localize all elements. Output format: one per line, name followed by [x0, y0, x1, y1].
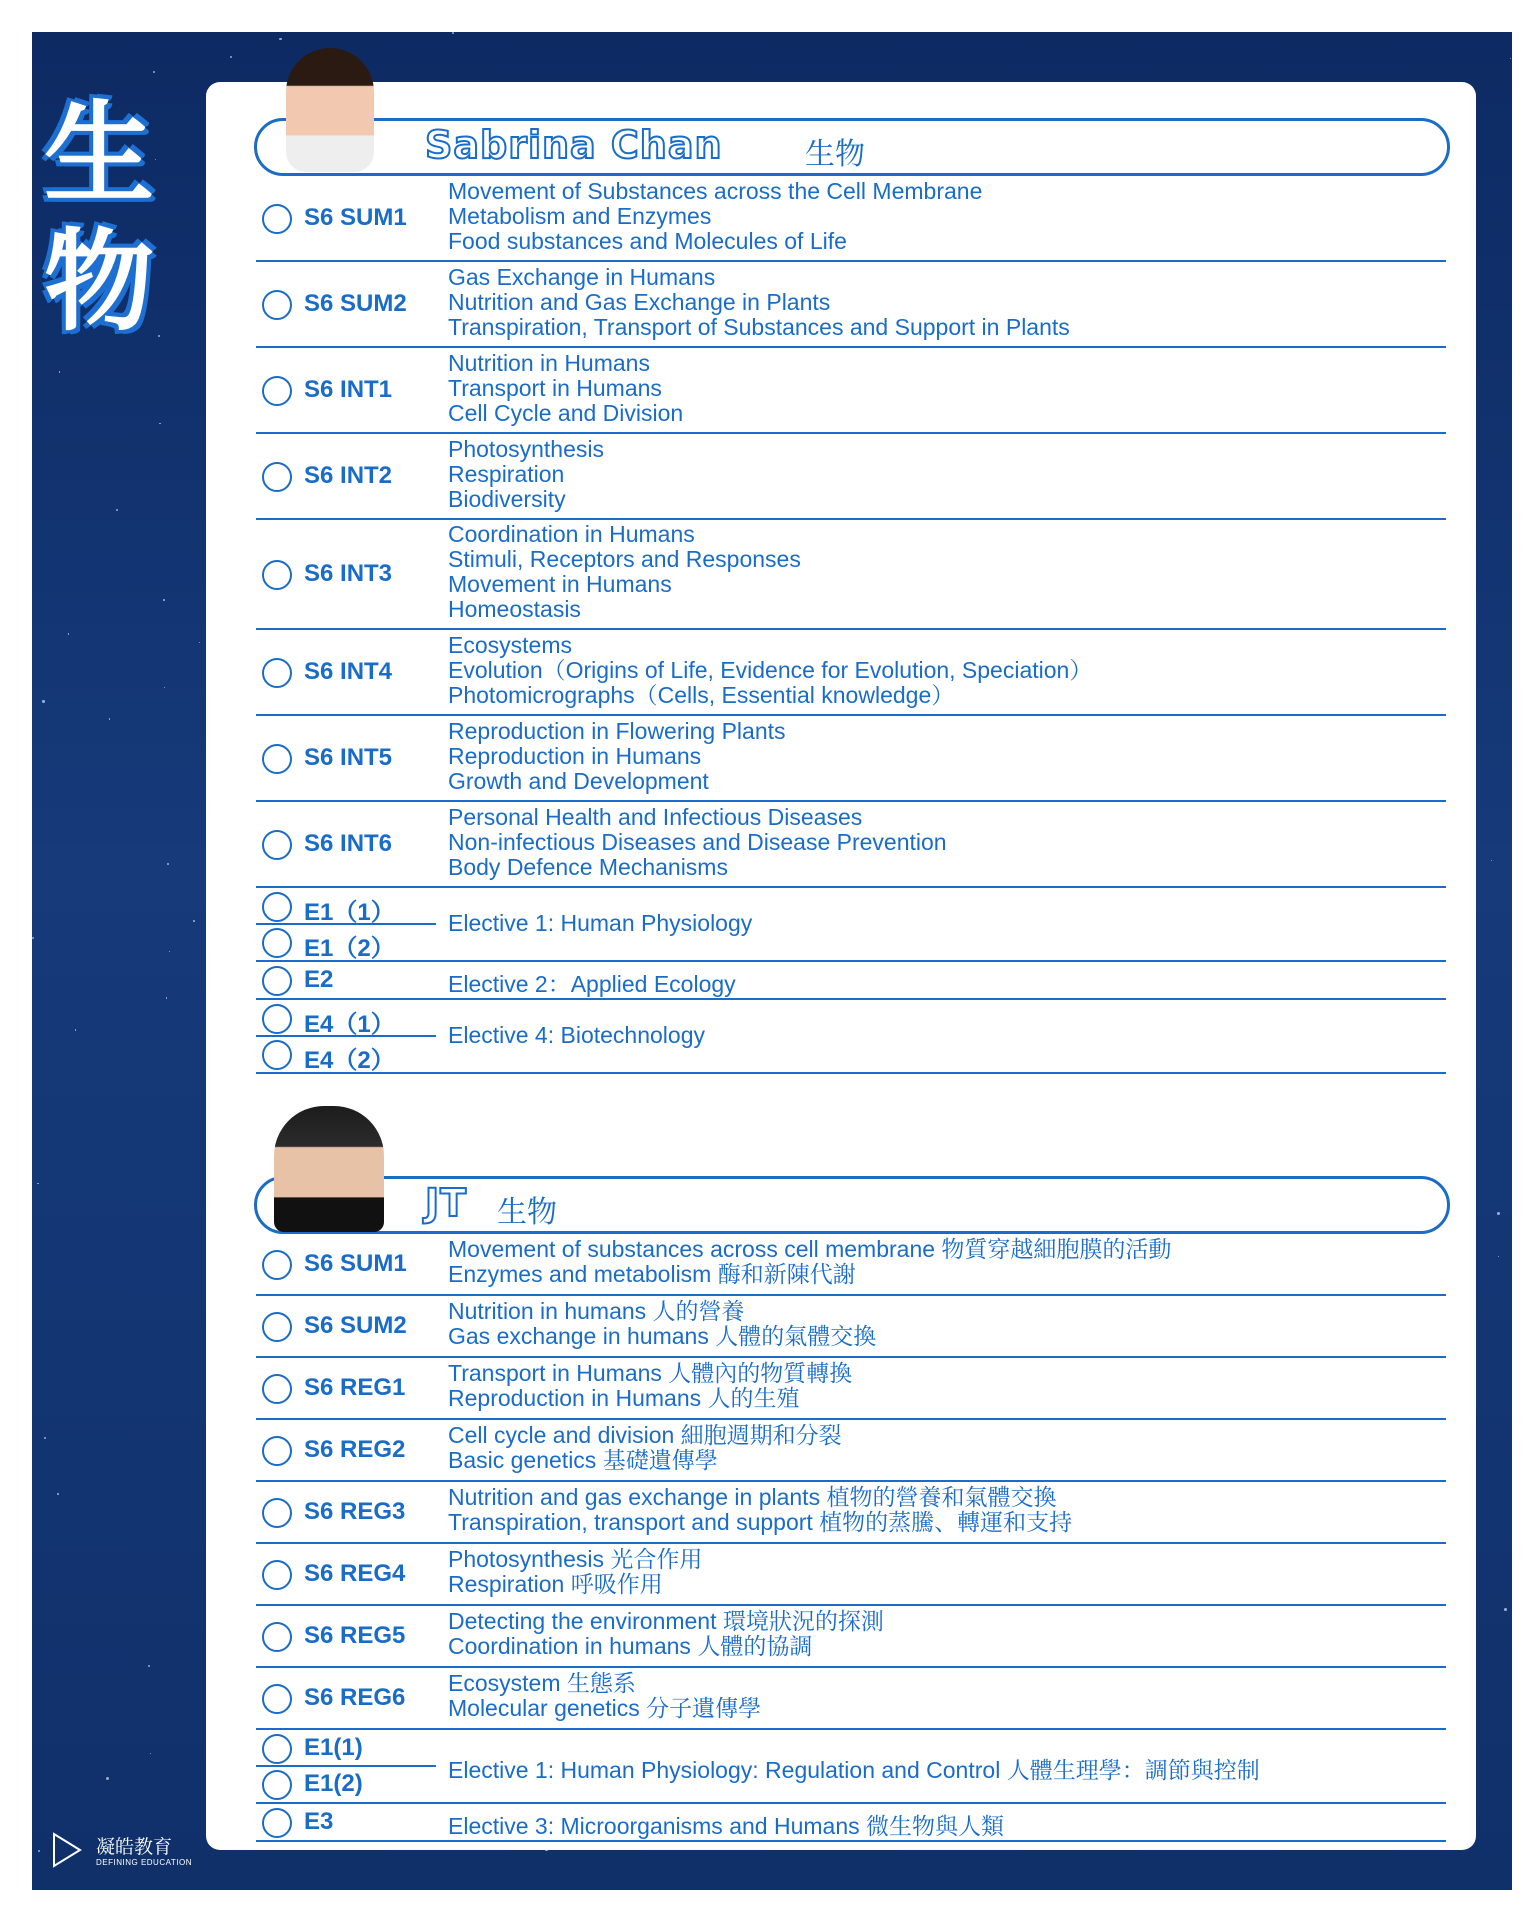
logo-tagline: DEFINING EDUCATION	[96, 1858, 192, 1867]
subject-title: 生物	[44, 90, 154, 346]
elective-code: E4（1）	[304, 1011, 395, 1038]
star	[150, 1753, 151, 1754]
course-topics	[448, 805, 947, 880]
subject-tag: 生物	[805, 137, 865, 172]
elective-row	[256, 1804, 1446, 1842]
course-row	[256, 1358, 1446, 1420]
topic-line: Detecting the environment 環境狀況的探測	[448, 1608, 884, 1634]
course-code: S6 REG5	[304, 1622, 406, 1649]
topic-line: Ecosystem 生態系	[448, 1670, 636, 1696]
star	[153, 71, 155, 73]
course-topics	[448, 351, 683, 426]
star	[169, 951, 170, 952]
elective-title: Elective 2：Applied Ecology	[448, 971, 736, 997]
topic-line: Reproduction in Flowering Plants	[448, 717, 786, 744]
logo-name: 凝皓教育	[96, 1836, 173, 1858]
tutor-header-jt	[254, 1176, 1450, 1234]
course-radio[interactable]	[262, 1622, 292, 1652]
elective-title: Elective 4: Biotechnology	[448, 1022, 705, 1048]
topic-line: Transport in Humans	[448, 374, 662, 401]
topic-line: Gas exchange in humans 人體的氣體交換	[448, 1323, 877, 1349]
topic-line: Transpiration, transport and support 植物的蒸騰、轉運和支持	[448, 1509, 1073, 1535]
course-row	[256, 630, 1446, 716]
topic-line: Nutrition and gas exchange in plants 植物的營養和氣體交換	[448, 1484, 1057, 1510]
star	[116, 509, 118, 511]
tutor-avatar-sabrina	[286, 48, 374, 172]
topic-line: Non-infectious Diseases and Disease Prevention	[448, 828, 947, 855]
elective-radio[interactable]	[262, 1734, 292, 1764]
topic-line: Movement of Substances across the Cell Membrane	[448, 177, 983, 204]
course-row	[256, 176, 1446, 262]
topic-line: Photosynthesis	[448, 435, 604, 462]
elective-radio[interactable]	[262, 892, 292, 922]
course-topics	[448, 437, 604, 512]
elective-code: E1（1）	[304, 899, 395, 926]
course-row	[256, 802, 1446, 888]
topic-line: Coordination in Humans	[448, 521, 695, 547]
course-radio[interactable]	[262, 1250, 292, 1280]
course-row	[256, 262, 1446, 348]
tutor-header-sabrina	[254, 118, 1450, 176]
topic-line: Evolution（Origins of Life, Evidence for Evolution, Speciation）	[448, 656, 1093, 683]
course-radio[interactable]	[262, 1436, 292, 1466]
elective-title: Elective 1: Human Physiology: Regulation and Control 人體生理學：調節與控制	[448, 1757, 1260, 1783]
elective-code: E1(2)	[304, 1770, 363, 1797]
course-code: S6 REG2	[304, 1436, 406, 1463]
course-code: S6 SUM1	[304, 1250, 407, 1277]
course-topics	[448, 1547, 702, 1597]
star	[279, 38, 282, 41]
topic-line: Metabolism and Enzymes	[448, 202, 712, 229]
subject-tag: 生物	[497, 1195, 557, 1230]
star	[75, 1029, 77, 1031]
elective-title: Elective 3: Microorganisms and Humans 微生物與人類	[448, 1813, 1004, 1839]
course-row	[256, 1296, 1446, 1358]
elective-radio[interactable]	[262, 966, 292, 996]
elective-code: E3	[304, 1808, 334, 1835]
course-radio[interactable]	[262, 1560, 292, 1590]
course-code: S6 REG4	[304, 1560, 406, 1587]
topic-line: Photomicrographs（Cells, Essential knowledge）	[448, 681, 955, 708]
star	[167, 863, 169, 865]
elective-code: E4（2）	[304, 1047, 395, 1074]
elective-radio[interactable]	[262, 1040, 292, 1070]
course-row	[256, 1234, 1446, 1296]
course-radio[interactable]	[262, 290, 292, 320]
course-row	[256, 1606, 1446, 1668]
course-topics	[448, 719, 786, 794]
star	[164, 687, 165, 688]
course-radio[interactable]	[262, 830, 292, 860]
tutor-name: JT	[425, 1181, 468, 1225]
star	[106, 1777, 109, 1780]
course-radio[interactable]	[262, 560, 292, 590]
topic-line: Molecular genetics 分子遺傳學	[448, 1695, 762, 1721]
star	[193, 920, 195, 922]
elective-sub-divider	[256, 1035, 436, 1037]
topic-line: Coordination in humans 人體的協調	[448, 1633, 813, 1659]
course-code: S6 INT1	[304, 376, 393, 403]
course-row	[256, 1544, 1446, 1606]
logo-icon	[50, 1830, 90, 1870]
topic-line: Cell cycle and division 細胞週期和分裂	[448, 1422, 842, 1448]
star	[1510, 58, 1511, 59]
course-topics	[448, 1423, 842, 1473]
course-code: S6 REG1	[304, 1374, 406, 1401]
star	[32, 937, 34, 939]
star	[159, 423, 160, 424]
elective-code: E1(1)	[304, 1734, 363, 1761]
topic-line: Nutrition in Humans	[448, 349, 650, 376]
course-topics	[448, 522, 801, 622]
star	[452, 32, 454, 34]
topic-line: Enzymes and metabolism 酶和新陳代謝	[448, 1261, 856, 1287]
course-row	[256, 1420, 1446, 1482]
course-topics	[448, 1299, 876, 1349]
topic-line: Transpiration, Transport of Substances and Support in Plants	[448, 313, 1070, 340]
elective-title: Elective 1: Human Physiology	[448, 910, 753, 936]
course-topics	[448, 1671, 761, 1721]
course-radio[interactable]	[262, 1498, 292, 1528]
star	[42, 700, 44, 702]
topic-line: Cell Cycle and Division	[448, 399, 684, 426]
star	[1498, 1256, 1499, 1257]
star	[1491, 860, 1492, 861]
topic-line: Photosynthesis 光合作用	[448, 1546, 703, 1572]
elective-row	[256, 888, 1446, 962]
course-code: S6 SUM1	[304, 204, 407, 231]
elective-sub-divider	[256, 923, 436, 925]
course-radio[interactable]	[262, 1312, 292, 1342]
course-topics	[448, 1237, 1171, 1287]
elective-radio[interactable]	[262, 928, 292, 958]
tutor-name: Sabrina Chan	[425, 123, 723, 167]
star	[38, 1850, 40, 1852]
course-code: S6 INT5	[304, 744, 393, 771]
star	[57, 1493, 59, 1495]
star	[1497, 1212, 1500, 1215]
course-radio[interactable]	[262, 1684, 292, 1714]
course-code: S6 INT3	[304, 560, 393, 587]
course-topics	[448, 633, 1092, 708]
star	[163, 599, 165, 601]
star	[166, 997, 167, 998]
course-row	[256, 1668, 1446, 1730]
course-radio[interactable]	[262, 744, 292, 774]
topic-line: Biodiversity	[448, 485, 566, 512]
course-radio[interactable]	[262, 658, 292, 688]
course-topics	[448, 1361, 852, 1411]
topic-line: Reproduction in Humans	[448, 742, 702, 769]
course-code: S6 INT2	[304, 462, 393, 489]
topic-line: Homeostasis	[448, 596, 581, 622]
star	[44, 1437, 46, 1439]
elective-sub-divider	[256, 1765, 436, 1767]
star	[68, 633, 70, 635]
course-radio[interactable]	[262, 462, 292, 492]
star	[59, 371, 61, 373]
elective-code: E2	[304, 966, 334, 993]
topic-line: Respiration	[448, 460, 565, 487]
course-topics	[448, 265, 1070, 340]
course-code: S6 INT6	[304, 830, 393, 857]
topic-line: Movement of substances across cell membrane 物質穿越細胞膜的活動	[448, 1236, 1172, 1262]
course-row	[256, 434, 1446, 520]
elective-radio[interactable]	[262, 1004, 292, 1034]
course-radio[interactable]	[262, 376, 292, 406]
course-radio[interactable]	[262, 1374, 292, 1404]
elective-row	[256, 1000, 1446, 1074]
course-topics	[448, 1485, 1072, 1535]
star	[199, 642, 200, 643]
elective-code: E1（2）	[304, 935, 395, 962]
topic-line: Movement in Humans	[448, 571, 672, 597]
topic-line: Nutrition in humans 人的營養	[448, 1298, 745, 1324]
course-row	[256, 348, 1446, 434]
topic-line: Stimuli, Receptors and Responses	[448, 546, 801, 572]
topic-line: Gas Exchange in Humans	[448, 263, 716, 290]
course-code: S6 INT4	[304, 658, 393, 685]
course-code: S6 REG3	[304, 1498, 406, 1525]
course-row	[256, 716, 1446, 802]
course-row	[256, 520, 1446, 630]
course-code: S6 SUM2	[304, 290, 407, 317]
star	[37, 1183, 38, 1184]
topic-line: Ecosystems	[448, 631, 572, 658]
topic-line: Transport in Humans 人體內的物質轉換	[448, 1360, 853, 1386]
tutor-avatar-jt	[274, 1106, 384, 1232]
topic-line: Basic genetics 基礎遺傳學	[448, 1447, 718, 1473]
elective-row	[256, 1730, 1446, 1804]
star	[1504, 1608, 1507, 1611]
course-radio[interactable]	[262, 204, 292, 234]
topic-line: Body Defence Mechanisms	[448, 853, 728, 880]
topic-line: Food substances and Molecules of Life	[448, 227, 847, 254]
star	[148, 1665, 150, 1667]
topic-line: Personal Health and Infectious Diseases	[448, 803, 863, 830]
star	[230, 56, 232, 58]
course-topics	[448, 179, 982, 254]
topic-line: Respiration 呼吸作用	[448, 1571, 663, 1597]
topic-line: Nutrition and Gas Exchange in Plants	[448, 288, 831, 315]
topic-line: Reproduction in Humans 人的生殖	[448, 1385, 800, 1411]
course-row	[256, 1482, 1446, 1544]
elective-row	[256, 962, 1446, 1000]
course-topics	[448, 1609, 884, 1659]
elective-radio[interactable]	[262, 1770, 292, 1800]
course-code: S6 REG6	[304, 1684, 406, 1711]
course-code: S6 SUM2	[304, 1312, 407, 1339]
course-card	[206, 82, 1476, 1850]
star	[109, 718, 111, 720]
topic-line: Growth and Development	[448, 767, 709, 794]
elective-radio[interactable]	[262, 1808, 292, 1838]
